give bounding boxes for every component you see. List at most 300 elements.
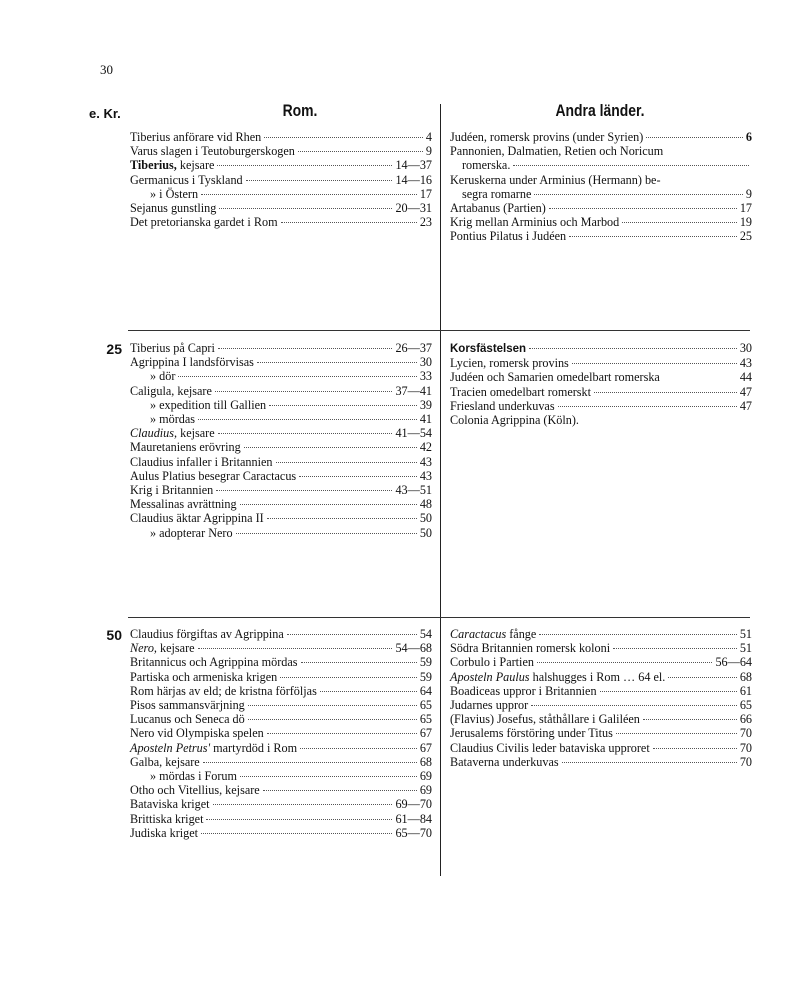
entry-suffix: kejsare [177,426,215,441]
entry-page-ref: 54—68 [395,641,432,656]
dot-leader [198,648,393,649]
entry-text [450,655,534,669]
entry-page-ref: 43 [419,468,432,483]
entry-page-ref: 42 [419,440,432,455]
entry-title: Tiberius, [130,158,177,173]
entry-row [130,355,432,369]
entry-title: Pisos sammansvärjning [130,698,245,713]
entry-text [450,144,663,158]
entry-page-ref: 41 [419,412,432,427]
entry-page-ref: 14—16 [395,172,432,187]
entry-title: Aposteln Paulus [450,669,530,684]
entry-row [130,201,432,215]
dot-leader [213,804,393,805]
rom-list-section-3 [130,627,432,840]
entry-row [130,712,432,726]
entry-text [130,355,254,369]
entry-page-ref: 17 [419,186,432,201]
year-marker: 25 [106,341,122,357]
entry-title: segra romarne [462,186,532,201]
entry-row [130,511,432,525]
entry-row [130,526,432,540]
dot-leader [529,348,737,349]
entry-text [450,641,610,655]
entry-row [450,201,752,215]
entry-text [450,370,660,384]
entry-text [130,483,213,497]
entry-row [130,812,432,826]
dot-leader [248,719,417,720]
entry-text [130,369,175,383]
dot-leader [300,748,417,749]
entry-title: Södra Britannien romersk koloni [450,641,611,656]
entry-row [130,144,432,158]
dot-leader [218,433,393,434]
entry-title: Claudius förgiftas av Agrippina [130,627,284,641]
entry-title: Germanicus i Tyskland [130,172,243,187]
dot-leader [549,208,737,209]
dot-leader [267,733,417,734]
dot-leader [201,194,417,195]
entry-page-ref: 61—84 [395,811,432,826]
entry-text [130,741,297,755]
entry-row [450,726,752,740]
entry-row [130,384,432,398]
entry-text [450,755,559,769]
entry-page-ref: 44 [739,370,752,385]
entry-title: Bataverna underkuvas [450,754,559,769]
entry-page-ref: 70 [739,740,752,755]
dot-leader [201,833,392,834]
entry-row [130,755,432,769]
entry-page-ref: 68 [739,669,752,684]
era-label: e. Kr. [89,106,121,121]
entry-row [450,627,752,641]
entry-title: Pannonien, Dalmatien, Retien och Noricum [450,144,664,159]
entry-title: Rom härjas av eld; de kristna förföljas [130,683,317,698]
entry-text [450,229,566,243]
entry-row [130,698,432,712]
entry-row [130,440,432,454]
entry-row [130,769,432,783]
entry-title: Krig i Britannien [130,483,214,498]
entry-page-ref: 43 [739,356,752,371]
entry-text [130,398,266,412]
entry-title: Caligula, kejsare [130,383,212,398]
entry-row [130,670,432,684]
entry-title: Lycien, romersk provins [450,356,569,371]
entry-row [130,655,432,669]
dot-leader [531,705,737,706]
entry-title: » i Östern [150,186,199,201]
entry-row [450,158,752,172]
entry-page-ref: 43—51 [395,483,432,498]
entry-suffix: kejsare [156,641,195,656]
entry-page-ref: 51 [739,641,752,656]
entry-page-ref: 65 [419,698,432,713]
entry-title: Tiberius på Capri [130,341,215,355]
entry-page-ref: 67 [419,740,432,755]
dot-leader [218,348,393,349]
entry-row [450,641,752,655]
entry-title: Claudius, [130,426,178,441]
entry-text [130,144,295,158]
dot-leader [248,705,417,706]
entry-text [130,812,203,826]
dot-leader [572,363,737,364]
entry-row [450,229,752,243]
entry-page-ref: 65 [739,698,752,713]
entry-page-ref: 37—41 [395,383,432,398]
entry-text [130,341,215,355]
entry-title: » dör [150,369,176,384]
entry-row [130,826,432,840]
entry-text [450,341,526,356]
entry-title: Friesland underkuvas [450,398,555,413]
entry-text [130,698,245,712]
entry-text [130,797,210,811]
entry-title: Tracien omedelbart romerskt [450,384,592,399]
entry-text [130,755,200,769]
entry-title: Corbulo i Partien [450,655,534,670]
dot-leader [653,748,737,749]
entry-page-ref: 6 [745,130,752,144]
entry-text [130,670,277,684]
entry-text [130,173,243,187]
entry-page-ref: 14—37 [395,158,432,173]
dot-leader [600,691,737,692]
entry-text [130,526,233,540]
entry-title: Boadiceas uppror i Britannien [450,683,597,698]
entry-row [450,684,752,698]
dot-leader [558,406,737,407]
entry-title: Krig mellan Arminius och Marbod [450,215,620,230]
entry-suffix: halshugges i Rom … 64 el. [529,669,666,684]
entry-row [450,741,752,755]
entry-row [450,215,752,229]
entry-title: » expedition till Gallien [150,397,267,412]
entry-page-ref: 25 [739,229,752,244]
entry-text [130,826,198,840]
entry-title: Mauretaniens erövring [130,440,241,455]
entry-title: Judiska kriget [130,825,199,840]
entry-title: Tiberius anförare vid Rhen [130,130,262,144]
entry-text [130,384,212,398]
entry-text [450,385,591,399]
entry-title: Jerusalems förstöring under Titus [450,726,613,741]
entry-row [450,712,752,726]
entry-row [450,399,752,413]
dot-leader [215,391,393,392]
entry-page-ref: 54 [419,627,432,641]
section-divider [128,617,750,618]
dot-leader [562,762,737,763]
entry-suffix: fånge [506,627,537,641]
entry-row [130,398,432,412]
entry-title: Keruskerna under Arminius (Hermann) be- [450,172,661,187]
entry-text [130,426,215,440]
entry-title: romerska. [462,158,511,173]
entry-page-ref: 26—37 [395,341,432,355]
entry-text [450,201,546,215]
entry-text [130,201,216,215]
entry-row [450,698,752,712]
entry-page-ref: 30 [739,341,752,355]
entry-text [130,187,198,201]
entry-row [130,158,432,172]
section-divider [128,330,750,331]
entry-title: » mördas i Forum [150,769,238,784]
entry-title: Nero vid Olympiska spelen [130,726,264,741]
entry-page-ref: 61 [739,683,752,698]
dot-leader [219,208,392,209]
entry-row [450,356,752,370]
entry-text [130,627,284,641]
andra-list-section-1 [450,130,752,244]
entry-title: Colonia Agrippina (Köln). [450,413,579,428]
dot-leader [244,447,417,448]
column-divider [440,104,441,876]
dot-leader [537,662,712,663]
entry-title: (Flavius) Josefus, ståthållare i Galiléen [450,712,640,727]
entry-page-ref: 65 [419,712,432,727]
entry-page-ref: 69 [419,783,432,798]
entry-row [450,670,752,684]
dot-leader [613,648,737,649]
entry-text [450,670,665,684]
dot-leader [513,165,749,166]
entry-page-ref: 17 [739,201,752,216]
entry-title: Judarnes uppror [450,698,529,713]
entry-row [450,413,752,427]
entry-row [450,370,752,384]
entry-page-ref: 48 [419,497,432,512]
dot-leader [217,165,392,166]
entry-title: Aposteln Petrus' [130,740,211,755]
entry-text [450,712,640,726]
entry-text [450,215,619,229]
entry-text [130,511,264,525]
entry-page-ref: 66 [739,712,752,727]
rom-list-section-1 [130,130,432,229]
entry-text [450,173,661,187]
heading-rom: Rom. [282,101,318,120]
entry-title: Lucanus och Seneca dö [130,712,245,727]
dot-leader [298,151,423,152]
entry-text [462,158,510,172]
dot-leader [240,504,417,505]
entry-page-ref: 9 [425,144,432,159]
entry-row [450,655,752,669]
entry-row [450,130,752,144]
entry-title: Otho och Vitellius, kejsare [130,783,260,798]
entry-title: Korsfästelsen [450,343,527,355]
entry-row [130,797,432,811]
entry-row [130,130,432,144]
entry-title: Det pretorianska gardet i Rom [130,215,278,230]
dot-leader [203,762,417,763]
dot-leader [246,180,393,181]
entry-page-ref: 50 [419,511,432,526]
entry-text [130,726,264,740]
entry-page-ref: 69—70 [395,797,432,812]
entry-row [130,627,432,641]
entry-text [130,655,298,669]
entry-text [450,698,528,712]
entry-row [450,144,752,158]
entry-row [130,341,432,355]
entry-title: Caractacus [450,627,507,641]
entry-text [450,413,579,427]
entry-text [450,399,555,413]
dot-leader [276,462,417,463]
entry-page-ref: 50 [419,525,432,540]
andra-list-section-2 [450,341,752,427]
dot-leader [668,677,737,678]
heading-andra-lander: Andra länder. [555,101,645,120]
entry-text [450,130,643,144]
entry-title: Sejanus gunstling [130,201,217,216]
entry-page-ref: 4 [425,130,432,144]
dot-leader [236,533,417,534]
entry-title: Artabanus (Partien) [450,201,546,216]
entry-title: Judéen och Samarien omedelbart romerska [450,370,660,385]
rom-list-section-2 [130,341,432,540]
entry-row [130,641,432,655]
entry-text [130,455,273,469]
dot-leader [198,419,417,420]
dot-leader [646,137,743,138]
entry-title: Messalinas avrättning [130,497,237,512]
dot-leader [594,392,737,393]
dot-leader [280,677,417,678]
entry-text [130,469,296,483]
entry-row [130,173,432,187]
dot-leader [257,362,417,363]
dot-leader [206,819,392,820]
entry-page-ref: 39 [419,397,432,412]
entry-text [450,627,536,641]
entry-page-ref: 41—54 [395,426,432,441]
entry-row [130,426,432,440]
entry-page-ref: 67 [419,726,432,741]
entry-text [450,726,613,740]
entry-row [130,483,432,497]
entry-text [130,641,195,655]
entry-row [130,412,432,426]
entry-title: Aulus Platius besegrar Caractacus [130,468,297,483]
entry-text [130,497,237,511]
entry-page-ref: 20—31 [395,201,432,216]
entry-row [130,684,432,698]
dot-leader [287,634,417,635]
entry-page-ref: 65—70 [395,825,432,840]
dot-leader [178,376,416,377]
entry-text [130,769,237,783]
dot-leader [534,194,743,195]
entry-row [130,455,432,469]
entry-title: » mördas [150,412,196,427]
entry-title: Brittiska kriget [130,811,204,826]
entry-page-ref: 70 [739,726,752,741]
entry-page-ref: 70 [739,754,752,769]
entry-text [450,741,650,755]
dot-leader [267,518,417,519]
entry-title: Claudius Civilis leder bataviska upproret [450,740,650,755]
dot-leader [616,733,737,734]
entry-text [130,215,278,229]
entry-title: Varus slagen i Teutoburgerskogen [130,144,295,159]
dot-leader [643,719,737,720]
entry-row [130,497,432,511]
dot-leader [299,476,417,477]
entry-page-ref: 33 [419,369,432,384]
entry-row [130,369,432,383]
dot-leader [281,222,417,223]
entry-suffix: martyrdöd i Rom [210,740,298,755]
entry-page-ref: 56—64 [715,655,752,670]
entry-title: Claudius infaller i Britannien [130,454,273,469]
entry-page-ref: 59 [419,669,432,684]
entry-title: Bataviska kriget [130,797,210,812]
entry-row [130,783,432,797]
entry-row [130,469,432,483]
entry-text [450,356,569,370]
entry-row [450,187,752,201]
entry-page-ref: 51 [739,627,752,641]
entry-page-ref: 9 [745,186,752,201]
entry-row [130,741,432,755]
entry-page-ref: 30 [419,355,432,370]
dot-leader [539,634,736,635]
entry-title: Partiska och armeniska krigen [130,669,278,684]
entry-page-ref: 47 [739,398,752,413]
entry-title: » adopterar Nero [150,525,233,540]
entry-text [130,412,195,426]
entry-row [450,385,752,399]
page-number: 30 [100,62,113,77]
entry-text [130,783,260,797]
entry-page-ref: 64 [419,683,432,698]
entry-text [130,130,261,144]
entry-text [130,712,245,726]
entry-suffix: kejsare [176,158,215,173]
entry-page-ref: 47 [739,384,752,399]
entry-text [462,187,531,201]
entry-row [450,173,752,187]
dot-leader [269,405,417,406]
entry-row [130,187,432,201]
entry-title: Nero, [130,641,157,656]
dot-leader [216,490,392,491]
entry-row [130,726,432,740]
entry-text [130,440,241,454]
dot-leader [301,662,417,663]
entry-title: Britannicus och Agrippina mördas [130,655,298,670]
entry-page-ref: 69 [419,769,432,784]
entry-row [450,755,752,769]
entry-text [450,684,597,698]
entry-page-ref: 68 [419,754,432,769]
andra-list-section-3 [450,627,752,769]
entry-title: Galba, kejsare [130,754,200,769]
entry-page-ref: 19 [739,215,752,230]
dot-leader [622,222,737,223]
entry-text [130,684,317,698]
entry-text [130,158,214,172]
entry-title: Claudius äktar Agrippina II [130,511,264,526]
entry-title: Agrippina I landsförvisas [130,355,254,370]
